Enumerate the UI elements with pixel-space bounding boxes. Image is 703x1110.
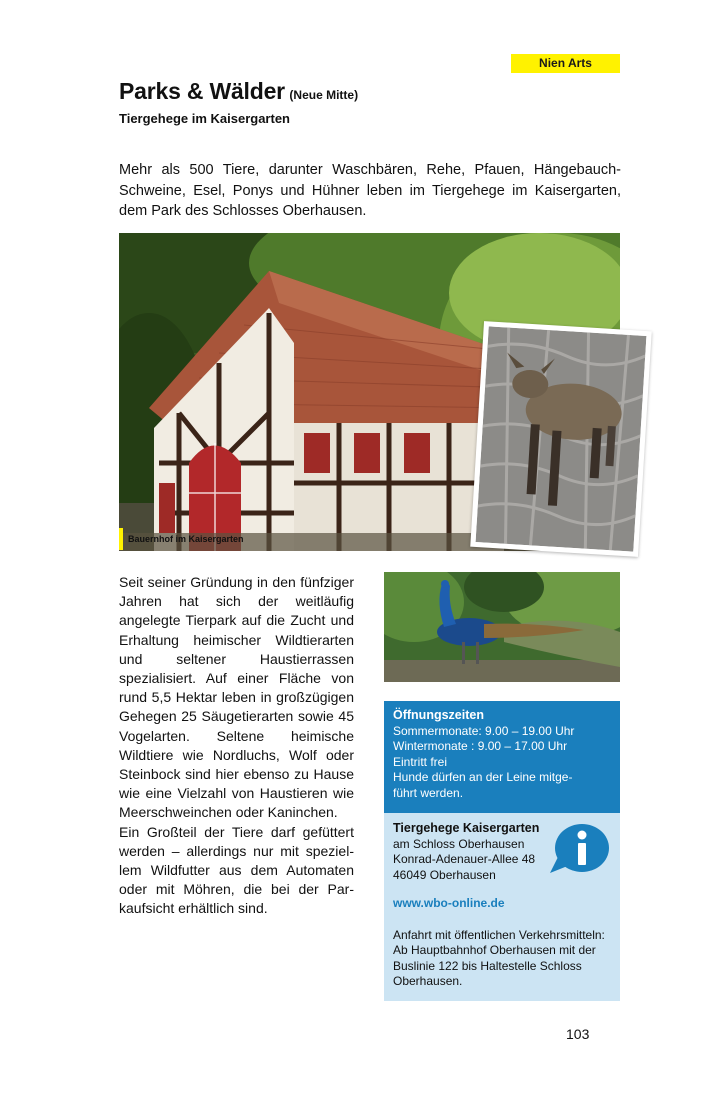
transit-info: Anfahrt mit öffentlichen Verkehrsmitteln: Ab Hauptbahnhof Oberhausen mit der Buslinie 122 bis Haltestelle Schloss Oberhausen.: [393, 927, 605, 988]
entry-fee: Eintritt frei: [393, 754, 448, 769]
venue-name: Tiergehege Kaisergarten: [393, 821, 540, 835]
page-title: [119, 78, 358, 105]
body-paragraph-1: Seit seiner Gründung in den fünfziger Jahren hat sich der weitläufig angelegte Tierpark auf die Zucht und Erhaltung heimischer Wildtierarten und seltener Haustierrassen spezialisiert. Auf einer Fläche von rund 5,5 Hektar leben in großzügigen Gehegen 25 Säugetierarten sowie 45 Vogelarten. Seltene heimische Wildtiere wie Nordluchs, Wolf oder Steinbock sind hier ebenso zu Hause wie eine Vielzahl von Haustieren wie Meerschweinchen oder Kaninchen.: [119, 574, 354, 821]
goat-photo: [470, 321, 651, 557]
goat-image: [476, 326, 647, 551]
hours-winter: Wintermonate : 9.00 – 17.00 Uhr: [393, 739, 568, 753]
page-subtitle: Tiergehege im Kaisergarten: [119, 111, 290, 126]
hours-summer: Sommermonate: 9.00 – 19.00 Uhr: [393, 723, 575, 738]
website-link[interactable]: www.wbo-online.de: [393, 896, 505, 910]
info-icon: [548, 823, 610, 877]
title-main: Parks & Wälder: [119, 78, 285, 104]
peacock-photo: [384, 572, 620, 682]
hours-heading: Öffnungszeiten: [393, 708, 484, 722]
address-line-3: 46049 Oberhausen: [393, 867, 496, 882]
dogs-note: Hunde dürfen an der Leine mitge- führt werden.: [393, 770, 573, 800]
address-line-2: Konrad-Adenauer-Allee 48: [393, 852, 536, 866]
intro-paragraph: Mehr als 500 Tiere, darunter Waschbären, Rehe, Pfauen, Hängebauch-Schweine, Esel, Ponys und Hühner leben im Tiergehege im Kaisergarten, dem Park des Schlosses Oberhausen.: [119, 162, 621, 219]
category-tag: Nien Arts: [511, 54, 620, 73]
body-text: [119, 573, 354, 919]
title-suffix: (Neue Mitte): [289, 88, 359, 102]
page-number: 103: [566, 1026, 590, 1042]
caption-accent: [119, 528, 123, 550]
photo-caption: Bauernhof im Kaisergarten: [128, 534, 244, 544]
body-paragraph-2: Ein Großteil der Tiere darf gefüttert werden – allerdings nur mit speziellem Wildfutter aus dem Automaten oder mit Möhren, die bei der Parkaufsicht erhältlich sind.: [119, 823, 354, 917]
peacock-image: [384, 572, 620, 682]
address-line-1: am Schloss Oberhausen: [393, 836, 525, 851]
contact-box: [384, 813, 620, 1001]
opening-hours-box: [384, 701, 620, 813]
